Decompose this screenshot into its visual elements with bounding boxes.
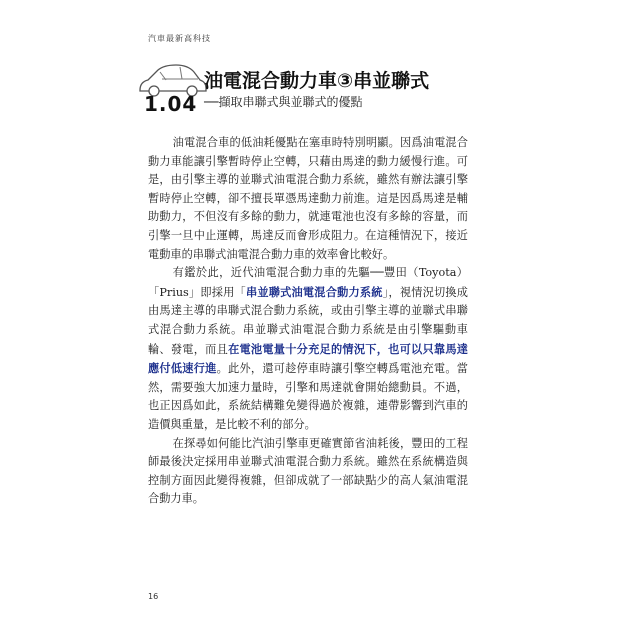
page-number: 16 [148,592,159,601]
running-head: 汽車最新高科技 [148,34,211,43]
paragraph-text: 在探尋如何能比汽油引擎車更確實節省油耗後，豐田的工程師最後決定採用串並聯式油電混合動力系統。雖然在系統構造與控制方面因此變得複雜，但卻成就了一部缺點少的高人氣油電混合動力車。 [148,436,468,506]
highlighted-text: 串並聯式油電混合動力系統 [245,284,383,299]
body-text [148,134,468,509]
section-number: 1.04 [144,92,198,116]
section-title: 油電混合動力車③串並聯式 [204,70,430,92]
paragraph-text: 」，視情況切換成由馬達主導的串聯式混合動力系統，或由引擎主導的並聯式串聯式混合動力系統。串並聯式油電混合動力系統是由引擎驅動車輪、發電，而且 [148,285,468,356]
paragraph [148,264,468,434]
section-subtitle: ──擷取串聯式與並聯式的優點 [204,95,363,109]
highlighted-text: 在電池電量十分充足的情況下，也可以只靠馬達應付低速行進 [148,341,468,376]
paragraph-text: 有鑑於此，近代油電混合動力車的先驅──豐田（Toyota）「Prius」即採用「 [148,266,468,299]
paragraph [148,435,468,509]
paragraph-text: 。此外，還可趁停車時讓引擎空轉爲電池充電。當然，需要強大加速力量時，引擎和馬達就會開始總動員。不過，也正因爲如此，系統結構難免變得過於複雜，連帶影響到汽車的造價與重量，是比較不利的部分。 [148,362,468,431]
book-page [96,0,536,620]
paragraph-text: 油電混合車的低油耗優點在塞車時特別明顯。因爲油電混合動力車能讓引擎暫時停止空轉，只藉由馬達的動力緩慢行進。可是，由引擎主導的並聯式油電混合動力系統，雖然有辦法讓引擎暫時停止空轉，卻不擅長單憑馬達動力前進。這是因爲馬達是輔助動力，不但沒有多餘的動力，就連電池也沒有多餘的容量，而引擎一旦中止運轉，馬達反而會形成阻力。在這種情況下，接近電動車的串聯式油電混合動力車的效率會比較好。 [148,136,468,261]
paragraph [148,134,468,264]
